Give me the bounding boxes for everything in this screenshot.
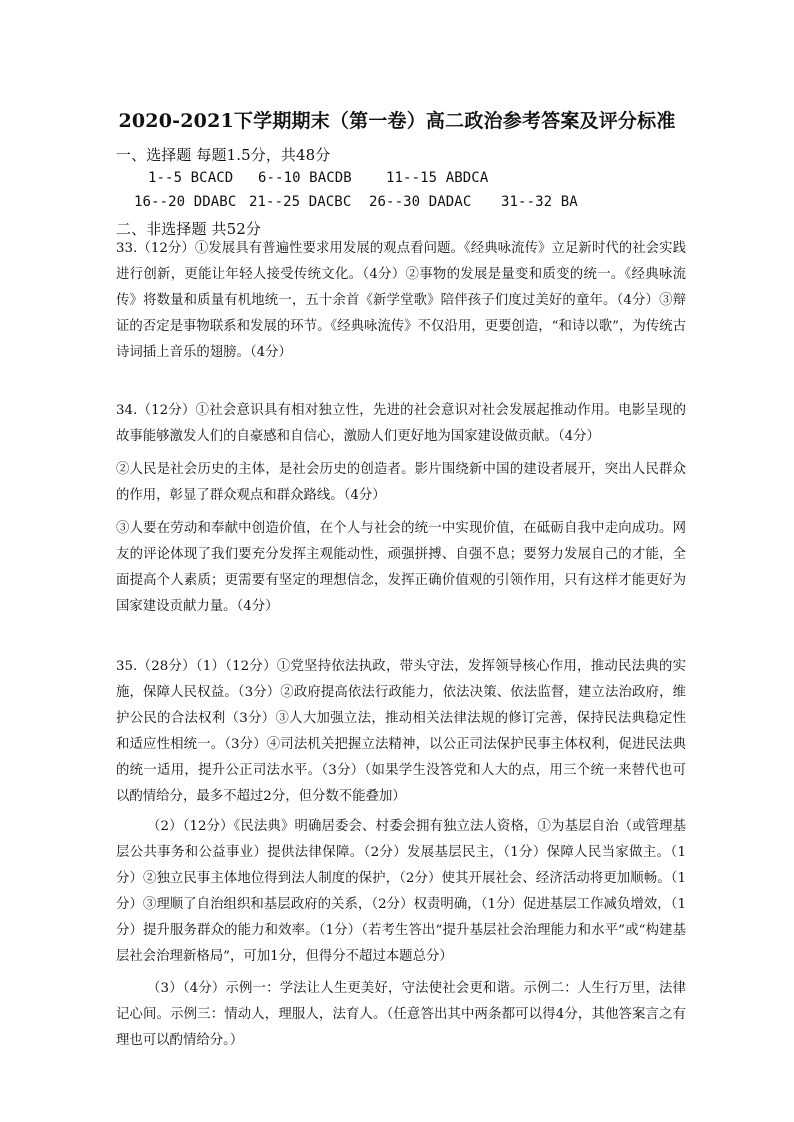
- answer-row-2: [134, 194, 578, 210]
- answer-group: 1--5 BCACD: [148, 170, 234, 186]
- answer-group: 11--15 ABDCA: [386, 170, 489, 186]
- page-title: 2020-2021下学期期末（第一卷）高二政治参考答案及评分标准: [118, 110, 676, 132]
- question-35-answer-part2: （2）（12分）《民法典》明确居委会、村委会拥有独立法人资格，①为基层自治（或管理基层公共事务和公益事业）提供法律保障。（2分）发展基层民主，（1分）保障人民当家做主。（1分）②独立民事主体地位得到法人制度的保护，（2分）使其开展社会、经济活动将更加顺畅。（1分）③理顺了自治组织和基层政府的关系，（2分）权责明确，（1分）促进基层工作减负增效，（1分）提升服务群众的能力和效率。（1分）（若考生答出“提升基层社会治理能力和水平”或“构建基层社会治理新格局”，可加1分，但得分不超过本题总分）: [116, 819, 686, 964]
- question-35-answer-part3: （3）（4分）示例一：学法让人生更美好，守法使社会更和谐。示例二：人生行万里，法律记心间。示例三：情动人，理服人，法育人。（任意答出其中两条都可以得4分，其他答案言之有理也可以酌情给分。）: [116, 981, 686, 1048]
- answer-group: 21--25 DACBC: [249, 194, 352, 210]
- question-34-answer-part1: 34.（12分）①社会意识具有相对独立性，先进的社会意识对社会发展起推动作用。电影呈现的故事能够激发人们的自豪感和自信心，激励人们更好地为国家建设做贡献。（4分）: [116, 403, 686, 444]
- answer-group: 26--30 DADAC: [369, 194, 472, 210]
- question-34-answer-part2: ②人民是社会历史的主体，是社会历史的创造者。影片围绕新中国的建设者展开，突出人民群众的作用，彰显了群众观点和群众路线。（4分）: [116, 462, 686, 503]
- question-34-answer-part3: ③人要在劳动和奉献中创造价值，在个人与社会的统一中实现价值，在砥砺自我中走向成功。网友的评论体现了我们要充分发挥主观能动性，顽强拼搏、自强不息；要努力发展自己的才能，全面提高个人素质；更需要有坚定的理想信念，发挥正确价值观的引领作用，只有这样才能更好为国家建设贡献力量。（4分）: [116, 521, 686, 614]
- answer-row-1: [148, 170, 488, 186]
- question-35-answer-part1: 35.（28分）（1）（12分）①党坚持依法执政，带头守法，发挥领导核心作用，推动民法典的实施，保障人民权益。（3分）②政府提高依法行政能力，依法决策、依法监督，建立法治政府，维护公民的合法权利（3分）③人大加强立法，推动相关法律法规的修订完善，保持民法典稳定性和适应性相统一。（3分）④司法机关把握立法精神，以公正司法保护民事主体权利，促进民法典的统一适用，提升公正司法水平。（3分）（如果学生没答党和人大的点，用三个统一来替代也可以酌情给分，最多不超过2分，但分数不能叠加）: [116, 659, 686, 804]
- answer-group: 31--32 BA: [501, 194, 578, 210]
- question-33-answer: 33.（12分）①发展具有普遍性要求用发展的观点看问题。《经典咏流传》立足新时代的社会实践进行创新，更能让年轻人接受传统文化。（4分）②事物的发展是量变和质变的统一。《经典咏流传》将数量和质量有机地统一，五十余首《新学堂歌》陪伴孩子们度过美好的童年。（4分）③辩证的否定是事物联系和发展的环节。《经典咏流传》不仅沿用，更要创造，“和诗以歌”，为传统古诗词插上音乐的翅膀。（4分）: [116, 241, 686, 360]
- answer-group: 6--10 BACDB: [258, 170, 352, 186]
- answer-group: 16--20 DDABC: [134, 194, 237, 210]
- section1-heading: 一、选择题 每题1.5分，共48分: [116, 146, 331, 164]
- section2-heading: 二、非选择题 共52分: [116, 220, 261, 238]
